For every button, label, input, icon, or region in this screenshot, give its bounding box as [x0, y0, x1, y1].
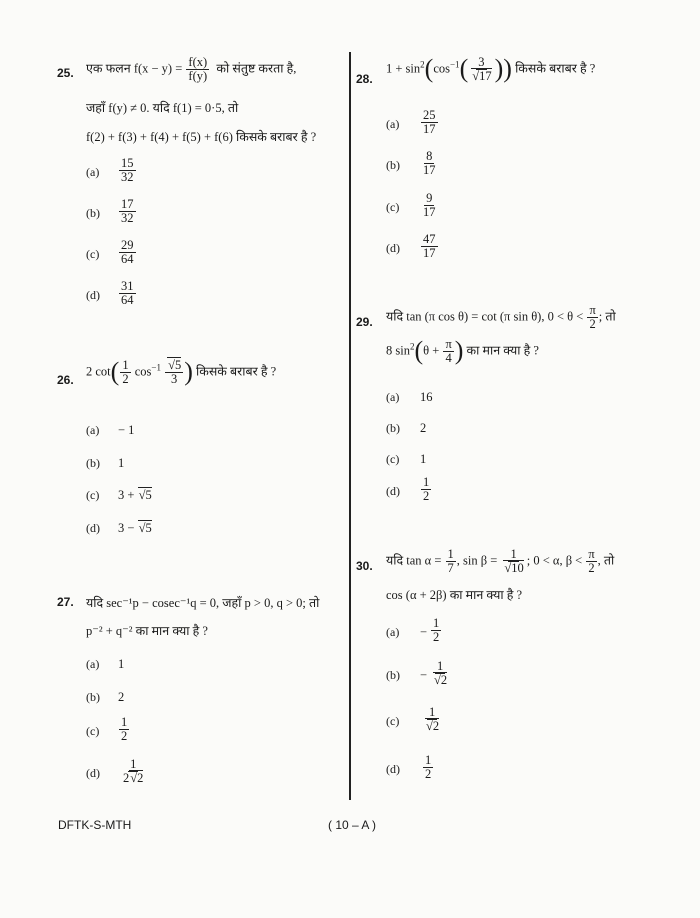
question-text-line2: 8 $\sin^2(\theta$ + $\frac{\pi}{4}$ ) का मान क्या है ? — [386, 336, 539, 366]
question-text: $1 + \sin^2(\cos^{-1}$( 3 √ 17 )) किसके बराबर है ? — [386, 56, 595, 83]
question-text-line2: cos (α + 2β) का मान क्या है ? — [386, 588, 523, 602]
paper-code: DFTK-S-MTH — [58, 818, 132, 832]
question-text: 2 cot( $\frac{1}{2}$ $\cos^{-1}$ √ $\frac{5}{3}$ ) किसके बराबर है ? — [86, 359, 276, 386]
page-number: ( 10 – A ) — [328, 818, 377, 832]
question-number: 26. — [57, 373, 74, 387]
question-number: 28. — [356, 72, 373, 86]
question-text: यदि tan α = $\frac{1}{7}$ , sin β = 1 √ 10 ; 0 < α, β < $\frac{\pi}{2}$ , तो — [386, 548, 614, 575]
question-text: यदि tan (π cos θ) = cot (π sin θ), 0 < θ < $\frac{\pi}{2}$ ; तो — [386, 303, 616, 332]
question-number: 30. — [356, 559, 373, 573]
question-number: 25. — [57, 66, 74, 80]
question-text-line2: जहाँ f(y) ≠ 0. यदि f(1) = 0·5, तो — [86, 101, 239, 115]
question-text: एक फलन f(x − y) = $\frac{f(x)}{f(y)}$ को संतुष्ट करता है, — [86, 55, 297, 84]
question-text-line3: f(2) + f(3) + f(4) + f(5) + f(6) किसके बराबर है ? — [86, 130, 317, 144]
exam-page: 25. एक फलन f(x − y) = $\frac{f(x)}{f(y)}$ को संतुष्ट करता है, जहाँ f(y) ≠ 0. यदि f(1) = 0·5, तो f(2) + f(3) + f(4) + f(5) + f(6) किसके बराबर है ? (a) $\frac{15}{32}$ (b) $\frac{17}{32}$ (c) $\frac{29}{64}$ (d) $\frac{31}{64}$ 26. 2 cot( $\frac{1}{2}$ $\cos^{-1}$ √ $\frac{5}{3}$ ) किसके बराबर है ? (a) − 1 (b) 1 (c) 3 + √ 5 (d) 3 − √ 5 27. यदि sec⁻¹p − cosec⁻¹q = 0, जहाँ p > 0, q > 0; तो p⁻² + q⁻² का मान क्या है ? (a) 1 (b) 2 (c) $\frac{1}{2}$ (d) $\frac{1}{2√ 2}$ 28. $1 + \sin^2(\cos^{-1}$( 3 √ 17 )) किसके बराबर है ? (a) $\frac{25}{17}$ (b) $\frac{8}{17}$ (c) $\frac{9}{17}$ (d) $\frac{47}{17}$ 29. यदि tan (π cos θ) = cot (π sin θ), 0 < θ < $\frac{\pi}{2}$ ; तो 8 $\sin^2(\theta$ + $\frac{\pi}{4}$ ) का मान क्या है ? (a) 16 (b) 2 (c) 1 (d) $\frac{1}{2}$ 30. यदि tan α = $\frac{1}{7}$ , sin β = 1 √ 10 ; 0 < α, β < $\frac{\pi}{2}$ , तो cos (α + 2β) का मान क्या है ? (a) − $\frac{1}{2}$ (b) − 1 √ 2 (c) 1 √ 2 (d) $\frac{1}{2}$ DFTK-S-MTH ( 10 – A ) — [0, 0, 700, 918]
question-text: यदि sec⁻¹p − cosec⁻¹q = 0, जहाँ p > 0, q > 0; तो — [86, 596, 320, 610]
question-number: 27. — [57, 595, 74, 609]
question-number: 29. — [356, 315, 373, 329]
question-text-line2: p⁻² + q⁻² का मान क्या है ? — [86, 624, 208, 638]
column-divider — [349, 52, 351, 800]
